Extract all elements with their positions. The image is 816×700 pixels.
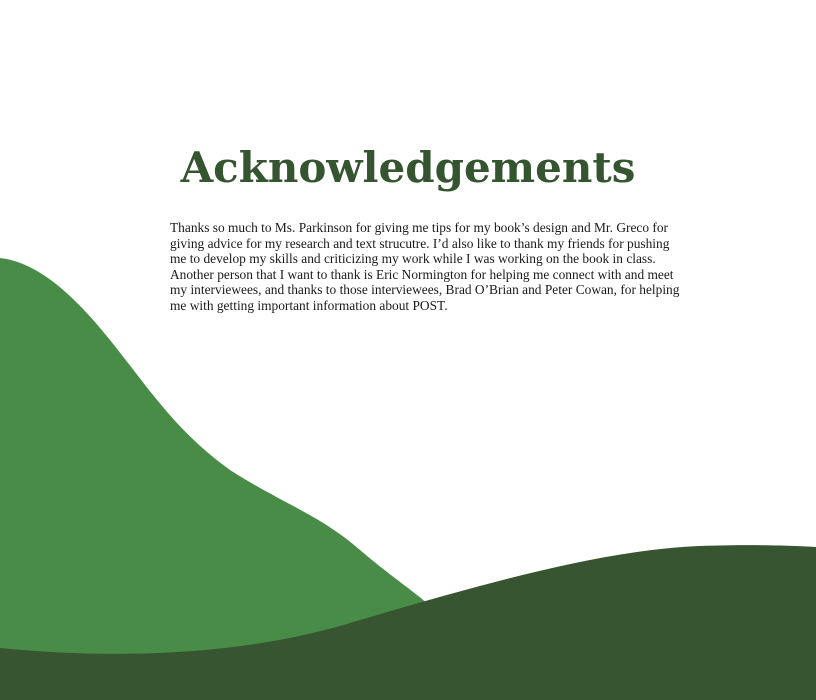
acknowledgements-paragraph: Thanks so much to Ms. Parkinson for giving me tips for my book’s design and Mr. Greco for giving advice for my research and text strucutre. I’d also like to thank my friends for pushing me to develop my skills and criticizing my work while I was working on the book in class. Another person that I want to thank is Eric Normington for helping me connect with and meet my interviewees, and thanks to those interviewees, Brad O’Brian and Peter Cowan, for helping me with getting important information about POST. (170, 220, 680, 313)
page-title: Acknowledgements (180, 143, 636, 192)
